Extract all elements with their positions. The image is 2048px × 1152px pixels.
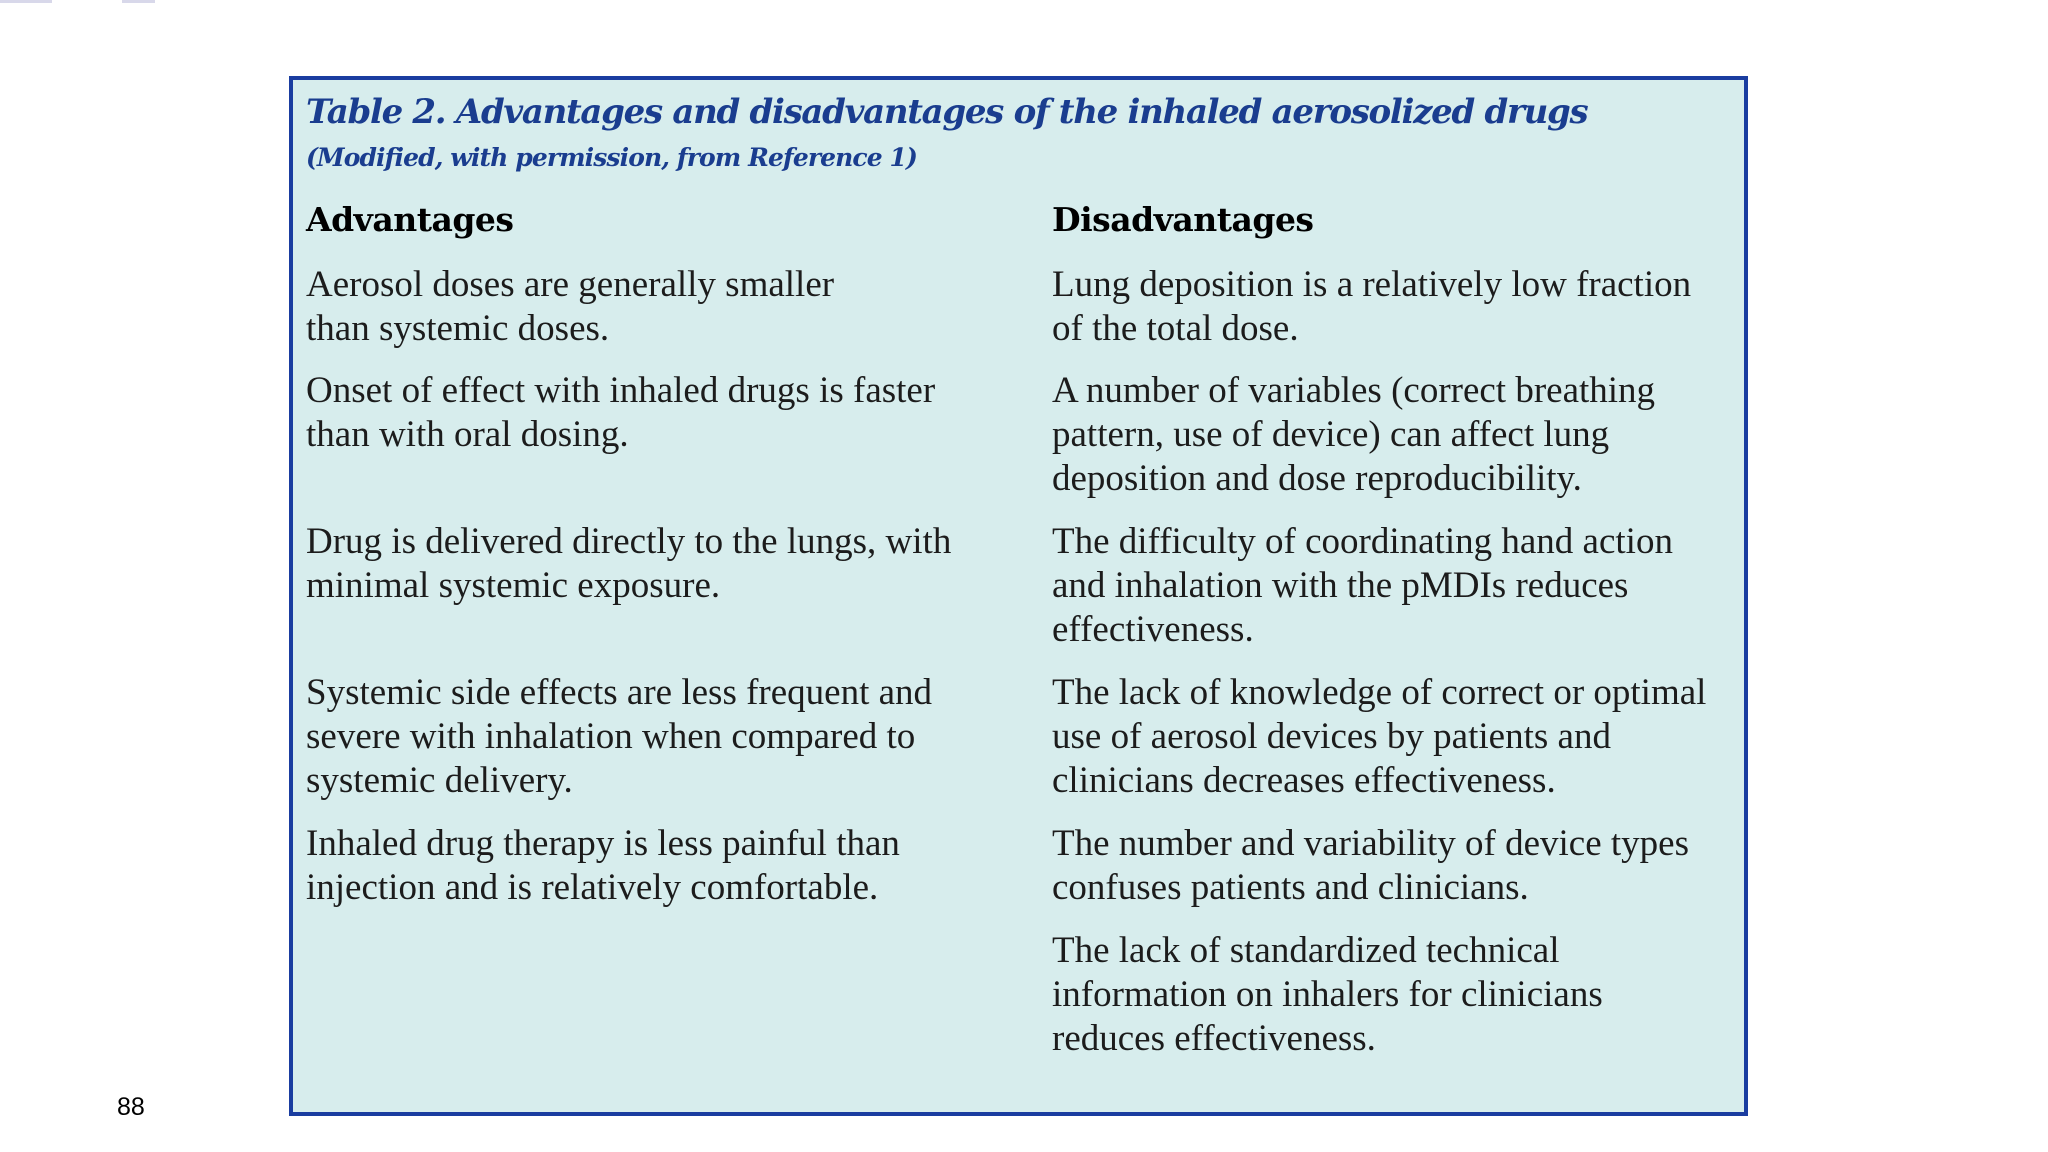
page-number: 88 <box>117 1093 145 1121</box>
disadvantage-item: The number and variability of device types confuses patients and clinicians. <box>1052 823 1690 908</box>
disadvantage-item: The lack of knowledge of correct or optimal use of aerosol devices by patients and clinicians decreases effectiveness. <box>1052 672 1707 801</box>
advantage-item: Onset of effect with inhaled drugs is faster than with oral dosing. <box>306 370 936 455</box>
disadvantage-item: The difficulty of coordinating hand action and inhalation with the pMDIs reduces effectiveness. <box>1052 521 1673 650</box>
advantages-header: Advantages <box>306 200 514 239</box>
table-subtitle: (Modified, with permission, from Reference 1) <box>306 143 917 172</box>
table-title: Table 2. Advantages and disadvantages of the inhaled aerosolized drugs <box>306 92 1588 132</box>
disadvantage-item: The lack of standardized technical information on inhalers for clinicians reduces effectiveness. <box>1052 930 1603 1059</box>
advantage-item: Aerosol doses are generally smaller than systemic doses. <box>306 264 835 349</box>
corner-decoration <box>122 0 155 3</box>
disadvantage-item: A number of variables (correct breathing pattern, use of device) can affect lung deposition and dose reproducibility. <box>1052 370 1656 499</box>
table-panel <box>289 76 1748 1116</box>
disadvantage-item: Lung deposition is a relatively low fraction of the total dose. <box>1052 264 1692 349</box>
advantage-item: Drug is delivered directly to the lungs, with minimal systemic exposure. <box>306 521 952 606</box>
corner-decoration <box>0 0 52 3</box>
advantage-item: Inhaled drug therapy is less painful than injection and is relatively comfortable. <box>306 823 900 908</box>
disadvantages-header: Disadvantages <box>1052 200 1314 239</box>
advantage-item: Systemic side effects are less frequent and severe with inhalation when compared to systemic delivery. <box>306 672 933 801</box>
